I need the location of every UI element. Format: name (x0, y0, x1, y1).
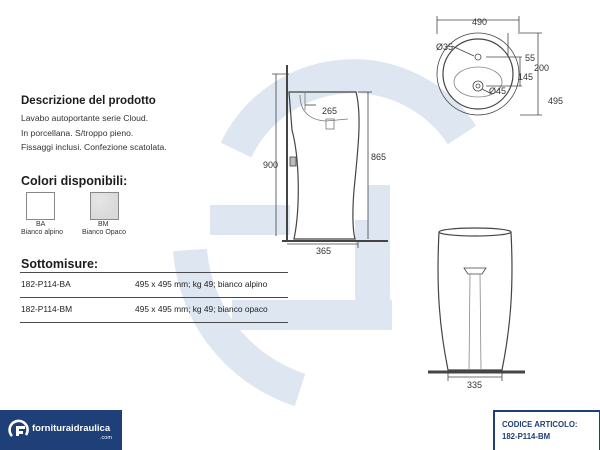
divider (20, 272, 288, 273)
color-code-ba: BA (36, 221, 46, 228)
color-name-bm: Bianco Opaco (82, 229, 126, 236)
dim-height-900: 900 (263, 160, 279, 170)
color-swatch-bm (90, 192, 119, 220)
dim-depth-365: 365 (316, 246, 332, 256)
dim-drain: Ø45 (489, 86, 507, 96)
description-line: Lavabo autoportante serie Cloud. (21, 113, 149, 123)
dim-hole-small: Ø35 (436, 42, 454, 52)
sizes-title: Sottomisure: (21, 257, 99, 271)
description-line: In porcellana. S/troppo pieno. (21, 127, 134, 138)
article-code-label: CODICE ARTICOLO: (502, 420, 578, 429)
size-row-code: 182-P114-BA (21, 279, 71, 289)
color-swatch-ba (26, 192, 55, 220)
description-title: Descrizione del prodotto (21, 95, 156, 107)
dim-55: 55 (525, 53, 536, 63)
article-code-box (493, 410, 600, 450)
color-code-bm: BM (98, 221, 109, 228)
size-row-spec: 495 x 495 mm; kg 49; bianco alpino (135, 279, 268, 289)
dim-height-865: 865 (371, 152, 387, 162)
description-line: Fissaggi inclusi. Confezione scatolata. (21, 142, 167, 152)
size-row-spec: 495 x 495 mm; kg 49; bianco opaco (135, 304, 268, 314)
article-code-value: 182-P114-BM (502, 432, 551, 441)
brand-name: fornituraidraulica (32, 423, 111, 434)
brand-logo[interactable] (0, 410, 122, 450)
brand-suffix: .com (100, 435, 112, 441)
description-body (21, 111, 167, 155)
brand-mark-icon (7, 418, 31, 442)
size-row-code: 182-P114-BM (21, 304, 73, 314)
divider (20, 297, 288, 298)
divider (20, 322, 288, 323)
dim-145: 145 (518, 72, 534, 82)
colors-title: Colori disponibili: (21, 174, 128, 188)
dim-200: 200 (534, 63, 550, 73)
dim-top-depth: 495 (548, 96, 564, 106)
dim-base-335: 335 (467, 380, 483, 390)
front-view-drawing (428, 228, 525, 381)
color-name-ba: Bianco alpino (21, 229, 64, 236)
dim-top-width: 490 (472, 17, 488, 27)
top-view-drawing (437, 16, 542, 115)
dim-265: 265 (322, 106, 338, 116)
